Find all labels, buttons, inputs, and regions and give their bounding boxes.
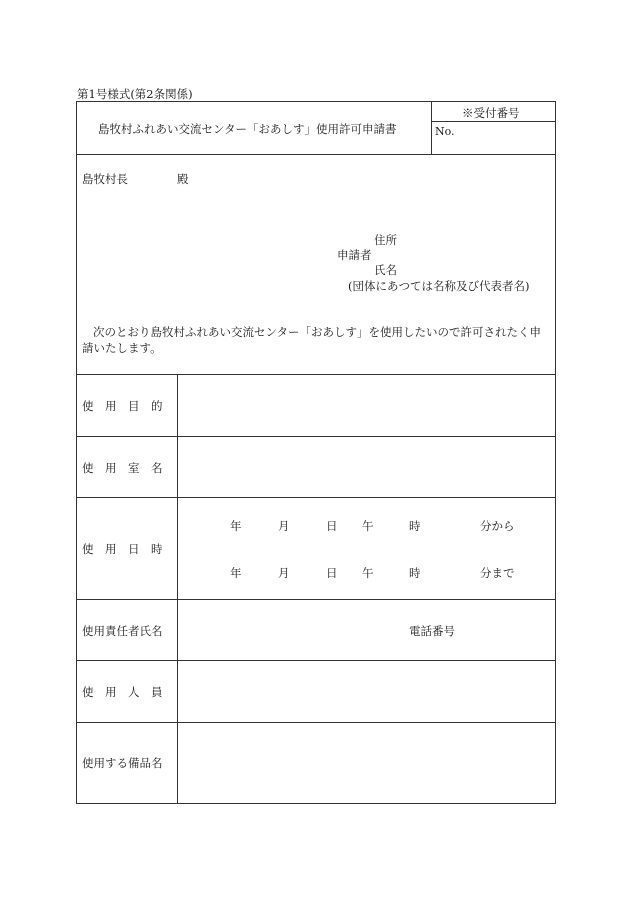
row-label-purpose: 使 用 目 的 (82, 399, 163, 413)
request-text-line1: 次のとおり島牧村ふれあい交流センター「おあしす」を使用したいので許可されたく申 (93, 325, 542, 339)
label-column-divider (177, 374, 178, 803)
addressee-name: 島牧村長 (82, 172, 128, 186)
row-line-1 (76, 374, 556, 375)
header-bottom-line (76, 154, 556, 155)
address-label: 住所 (374, 233, 397, 247)
from-month: 月 (278, 519, 290, 533)
row-label-equipment: 使用する備品名 (82, 756, 163, 770)
applicant-label: 申請者 (337, 248, 372, 262)
row-line-6 (76, 722, 556, 723)
from-hour: 時 (409, 519, 421, 533)
from-minute: 分から (480, 519, 515, 533)
from-ampm: 午 (362, 519, 374, 533)
form-title: 島牧村ふれあい交流センター「おあしす」使用許可申請書 (98, 122, 397, 136)
form-number: 第1号様式(第2条関係) (77, 87, 193, 101)
group-note: (団体にあつては名称及び代表者名) (348, 279, 530, 293)
frame-top (76, 101, 556, 102)
to-year: 年 (230, 566, 242, 580)
row-label-responsible: 使用責任者氏名 (82, 624, 163, 638)
from-day: 日 (326, 519, 338, 533)
reception-divider (431, 101, 432, 154)
addressee-honorific: 殿 (177, 172, 189, 186)
reception-number-label: ※受付番号 (462, 106, 520, 120)
frame-bottom (76, 803, 556, 804)
row-line-3 (76, 497, 556, 498)
row-label-datetime: 使 用 日 時 (82, 542, 163, 556)
to-month: 月 (278, 566, 290, 580)
to-minute: 分まで (480, 566, 515, 580)
to-hour: 時 (409, 566, 421, 580)
row-label-people: 使 用 人 員 (82, 685, 163, 699)
frame-left (76, 101, 77, 804)
phone-label: 電話番号 (409, 624, 455, 638)
reception-no-label: No. (435, 125, 455, 138)
to-ampm: 午 (362, 566, 374, 580)
request-text-line2: 請いたします。 (82, 341, 162, 355)
row-label-room: 使 用 室 名 (82, 461, 163, 475)
from-year: 年 (230, 519, 242, 533)
name-label: 氏名 (374, 263, 397, 277)
row-line-2 (76, 436, 556, 437)
reception-midline (431, 121, 555, 122)
to-day: 日 (326, 566, 338, 580)
frame-right (555, 101, 556, 804)
row-line-4 (76, 599, 556, 600)
row-line-5 (76, 660, 556, 661)
